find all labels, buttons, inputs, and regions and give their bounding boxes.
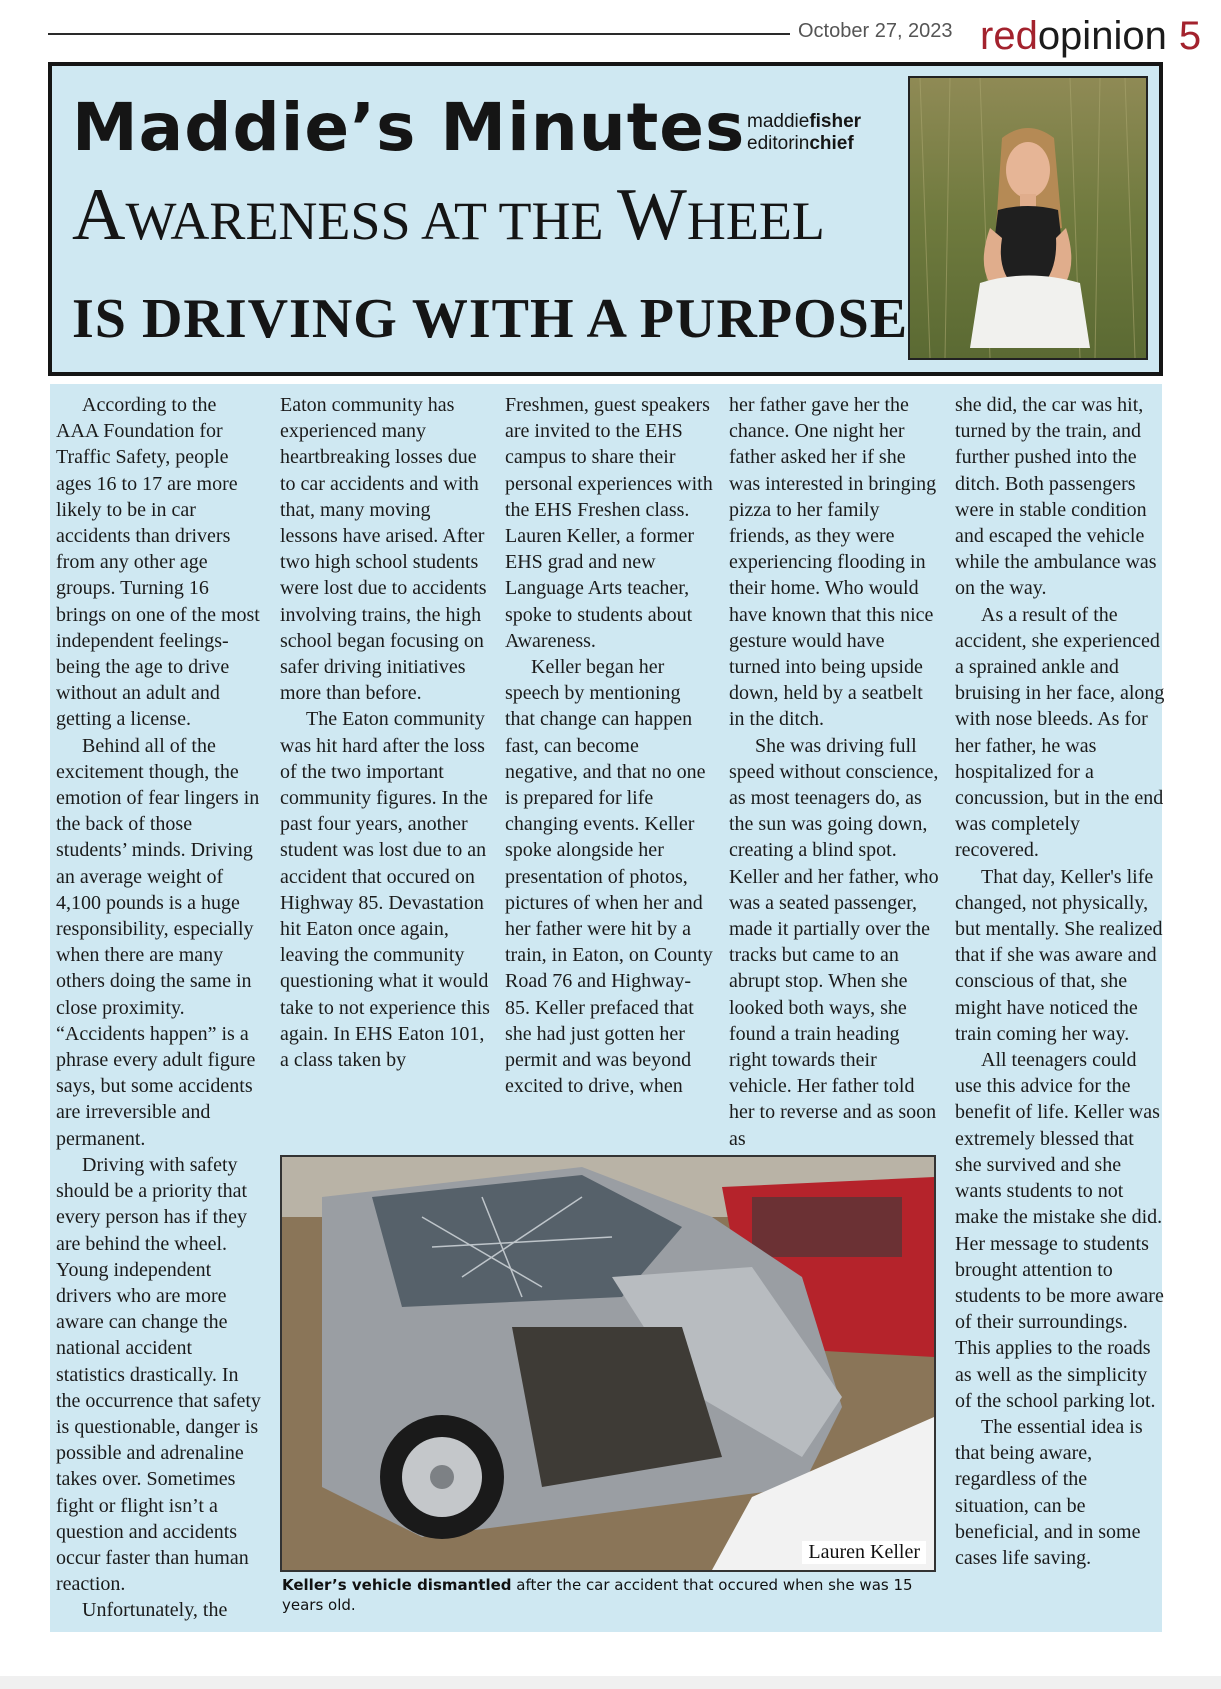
paragraph: she did, the car was hit, turned by the train, and further pushed into the ditch. Both passengers were in stable condition and escaped the vehicle while the ambulance was on the way. [955,394,1157,600]
headline-smallcaps-2: HEEL [686,191,825,251]
article-column-3 [505,392,715,1099]
paragraph: her father gave her the chance. One night her father asked her if she was interested in bringing pizza to her family friends, as they were experiencing flooding in their home. Who would have known that this nice gesture would have turned into being upside down, held by a seatbelt in the ditch. [729,394,937,731]
paragraph: Eaton community has experienced many heartbreaking losses due to car accidents and with that, many moving lessons have arised. After two high school students were lost due to accidents involving trains, the high school began focusing on safer driving initiatives more than before. [280,394,487,705]
headline-line-1 [72,170,825,266]
caption-text: after the car accident that occured when she was 15 years old. [282,1576,913,1614]
paragraph: Unfortunately, the [82,1599,228,1622]
headline-cap-a: A [72,174,126,256]
folio-rule [48,33,790,35]
photo-credit: Lauren Keller [802,1541,926,1564]
wrecked-car-photo [280,1155,936,1572]
portrait-illustration [910,78,1146,358]
paragraph: The essential idea is that being aware, regardless of the situation, can be beneficial, and in some cases life saving. [955,1415,1143,1569]
paragraph: Behind all of the excitement though, the emotion of fear lingers in the back of those students’ minds. Driving an average weight of 4,100 pounds is a huge responsibility, especially when there are many others doing the same in close proximity. “Accidents happen” is a phrase every adult figure says, but some accidents are irreversible and permanent. [56,734,260,1150]
bottom-strip [0,1676,1221,1689]
issue-date: October 27, 2023 [798,20,953,42]
author-name [747,111,861,133]
paragraph: The Eaton community was hit hard after the loss of the two important community figures. In the past four years, another student was lost due to an accident that occured on Highway 85. Devastation hit Eaton once again, leaving the community questioning what it would take to not experience this again. In EHS Eaton 101, a class taken by [280,708,490,1072]
article-column-1 [56,392,262,1624]
section-title [980,12,1201,60]
headline-smallcaps-1: WARENESS AT THE [125,191,618,251]
author-last: fisher [809,111,862,132]
photo-caption [282,1575,942,1615]
paragraph: Freshmen, guest speakers are invited to the EHS campus to share their personal experiences with the EHS Freshen class. Lauren Keller, a former EHS grad and new Language Arts teacher, spoke to students about Awareness. [505,394,713,652]
article-column-5 [955,392,1165,1571]
paragraph: Driving with safety should be a priority that every person has if they are behind the wheel. Young independent drivers who are more aware can change the national accident statistics drastically. In the occurrence that safety is questionable, danger is possible and adrenaline takes over. Sometimes fight or flight isn’t a question and accidents occur faster than human reaction. [56,1153,261,1596]
author-first: maddie [747,111,810,132]
section-name-red: red [980,14,1038,58]
article-column-2 [280,392,490,1073]
paragraph: All teenagers could use this advice for the benefit of life. Keller was extremely blessed that she survived and she wants students to not make the mistake she did. Her message to students brought attention to students to be more aware of their surroundings. This applies to the roads as well as the simplicity of the school parking lot. [955,1049,1164,1412]
role-last: chief [809,133,854,154]
article-column-4 [729,392,939,1152]
headline-cap-w: W [617,174,687,256]
author-portrait [908,76,1148,360]
section-name-opinion: opinion [1037,14,1167,58]
role-first: editorin [747,133,810,154]
wrecked-car-illustration [282,1157,934,1570]
header-box [48,62,1163,376]
paragraph: She was driving full speed without conscience, as most teenagers do, as the sun was going down, creating a blind spot. Keller and her father, who was a seated passenger, made it partially over the tracks but came to an abrupt stop. When she looked both ways, she found a train heading right towards their vehicle. Her father told her to reverse and as soon as [729,734,939,1150]
column-title: Maddie’s Minutes [72,89,746,166]
byline [747,111,861,155]
paragraph: As a result of the accident, she experienced a sprained ankle and bruising in her face, along with nose bleeds. As for her father, he was hospitalized for a concussion, but in the end was completely recovered. [955,603,1165,862]
author-role [747,133,861,155]
paragraph: Keller began her speech by mentioning that change can happen fast, can become negative, and that no one is prepared for life changing events. Keller spoke alongside her presentation of photos, pictures of when her and her father were hit by a train, in Eaton, on County Road 76 and Highway-85. Keller prefaced that she had just gotten her permit and was beyond excited to drive, when [505,656,713,1098]
paragraph: According to the AAA Foundation for Traffic Safety, people ages 16 to 17 are more likely to be in car accidents than drivers from any other age groups. Turning 16 brings on one of the most independent feelings-being the age to drive without an adult and getting a license. [56,394,260,731]
paragraph: That day, Keller's life changed, not physically, but mentally. She realized that if she was aware and conscious of that, she might have noticed the train coming her way. [955,865,1163,1045]
page-number: 5 [1178,14,1202,58]
caption-bold: Keller’s vehicle dismantled [282,1576,512,1594]
headline-line-2: IS DRIVING WITH A PURPOSE [72,288,909,350]
